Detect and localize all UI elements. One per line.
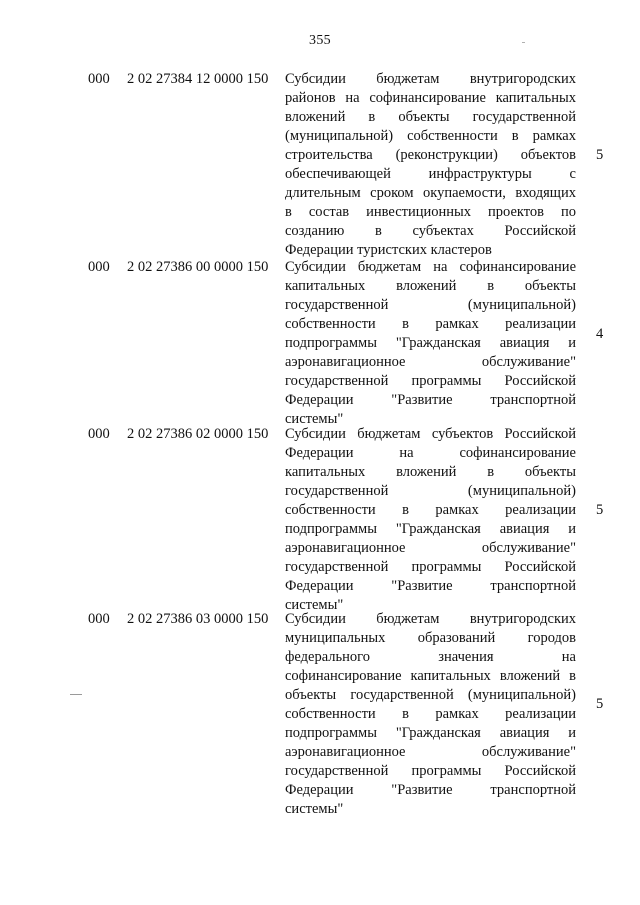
- description-line: аэронавигационное обслуживание": [285, 354, 576, 370]
- description-line: федерального значения на: [285, 649, 576, 665]
- description-line: собственности в рамках реализации: [285, 316, 576, 332]
- description-line: капитальных вложений в объекты: [285, 278, 576, 294]
- classification-code: 2 02 27384 12 0000 150: [127, 71, 269, 87]
- row-description: [285, 70, 576, 260]
- description-line: Федерации на софинансирование: [285, 445, 576, 461]
- row-value: 5: [596, 147, 604, 163]
- description-line: объекты государственной (муниципальной): [285, 687, 576, 703]
- admin-code: 000: [88, 426, 110, 442]
- description-line: Субсидии бюджетам внутригородских: [285, 71, 576, 87]
- description-line: государственной программы Российской: [285, 763, 576, 779]
- description-line: Субсидии бюджетам на софинансирование: [285, 259, 576, 275]
- description-line: Федерации "Развитие транспортной: [285, 578, 576, 594]
- description-line: подпрограммы "Гражданская авиация и: [285, 725, 576, 741]
- description-line: Федерации туристских кластеров: [285, 242, 492, 258]
- scan-speck: [522, 42, 525, 43]
- description-line: районов на софинансирование капитальных: [285, 90, 576, 106]
- classification-code: 2 02 27386 03 0000 150: [127, 611, 269, 627]
- classification-code: 2 02 27386 02 0000 150: [127, 426, 269, 442]
- description-line: государственной (муниципальной): [285, 483, 576, 499]
- description-line: обеспечивающей инфраструктуры с: [285, 166, 576, 182]
- classification-code: 2 02 27386 00 0000 150: [127, 259, 269, 275]
- description-line: строительства (реконструкции) объектов: [285, 147, 576, 163]
- description-line: собственности в рамках реализации: [285, 706, 576, 722]
- description-line: софинансирование капитальных вложений в: [285, 668, 576, 684]
- description-line: вложений в объекты государственной: [285, 109, 576, 125]
- margin-mark: [70, 694, 82, 695]
- description-line: государственной программы Российской: [285, 559, 576, 575]
- description-line: длительным сроком окупаемости, входящих: [285, 185, 576, 201]
- description-line: капитальных вложений в объекты: [285, 464, 576, 480]
- description-line: государственной программы Российской: [285, 373, 576, 389]
- description-line: аэронавигационное обслуживание": [285, 744, 576, 760]
- description-line: системы": [285, 597, 344, 613]
- row-value: 5: [596, 502, 604, 518]
- description-line: Субсидии бюджетам внутригородских: [285, 611, 576, 627]
- row-description: [285, 610, 576, 819]
- row-description: [285, 258, 576, 429]
- admin-code: 000: [88, 611, 110, 627]
- description-line: государственной (муниципальной): [285, 297, 576, 313]
- row-description: [285, 425, 576, 615]
- description-line: Федерации "Развитие транспортной: [285, 782, 576, 798]
- description-line: (муниципальной) собственности в рамках: [285, 128, 576, 144]
- admin-code: 000: [88, 71, 110, 87]
- description-line: системы": [285, 801, 344, 817]
- description-line: системы": [285, 411, 344, 427]
- admin-code: 000: [88, 259, 110, 275]
- description-line: Федерации "Развитие транспортной: [285, 392, 576, 408]
- page-number: 355: [309, 33, 331, 48]
- row-value: 4: [596, 326, 604, 342]
- description-line: в состав инвестиционных проектов по: [285, 204, 576, 220]
- description-line: созданию в субъектах Российской: [285, 223, 576, 239]
- description-line: подпрограммы "Гражданская авиация и: [285, 335, 576, 351]
- description-line: Субсидии бюджетам субъектов Российской: [285, 426, 576, 442]
- row-value: 5: [596, 696, 604, 712]
- description-line: муниципальных образований городов: [285, 630, 576, 646]
- description-line: аэронавигационное обслуживание": [285, 540, 576, 556]
- description-line: собственности в рамках реализации: [285, 502, 576, 518]
- description-line: подпрограммы "Гражданская авиация и: [285, 521, 576, 537]
